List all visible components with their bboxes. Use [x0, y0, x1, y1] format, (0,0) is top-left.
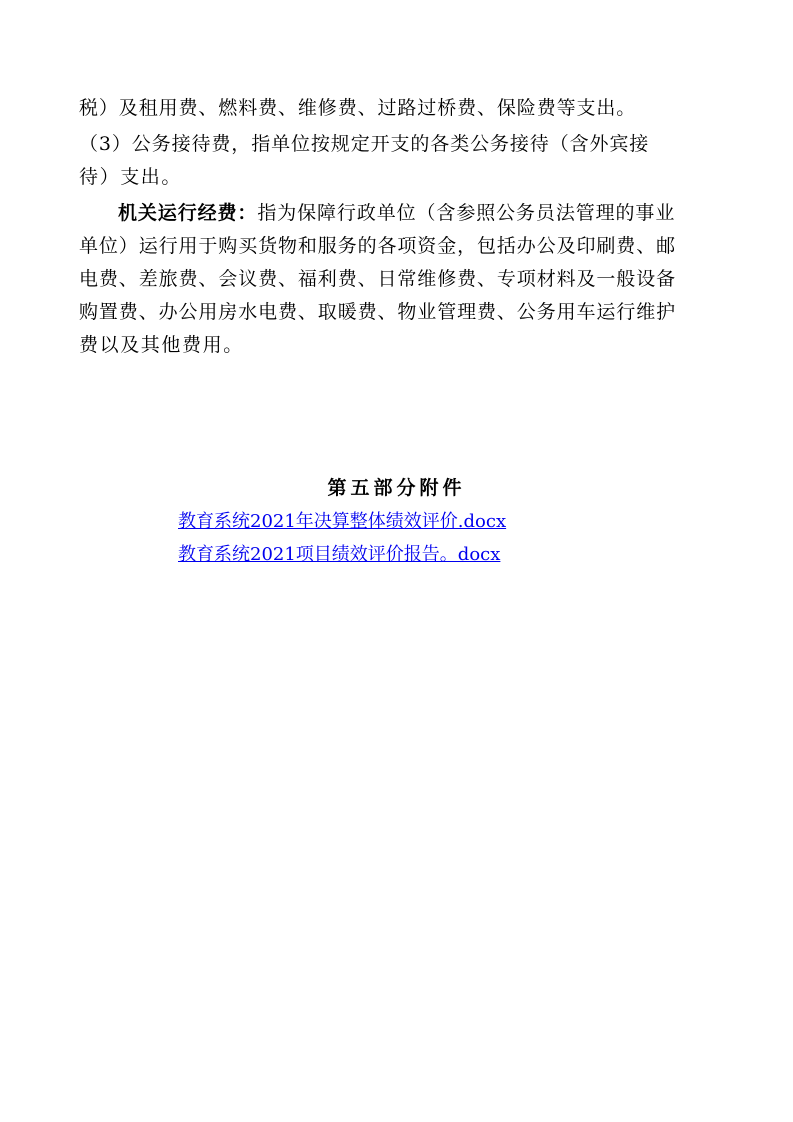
term-definition: 指为保障行政单位（含参照公务员法管理的事业: [257, 202, 676, 224]
paragraph-line: 税）及租用费、燃料费、维修费、过路过桥费、保险费等支出。: [79, 97, 637, 119]
paragraph-line: 电费、差旅费、会议费、福利费、日常维修费、专项材料及一般设备: [79, 268, 677, 290]
paragraph-line: [118, 197, 719, 230]
paragraph-line: （3）公务接待费，指单位按规定开支的各类公务接待（含外宾接: [79, 133, 650, 155]
attachment-link[interactable]: 教育系统2021年决算整体绩效评价.docx: [178, 511, 507, 532]
paragraph-line: 购置费、办公用房水电费、取暖费、物业管理费、公务用车运行维护: [79, 301, 677, 323]
paragraph-line: 待）支出。: [79, 166, 183, 188]
paragraph-line: 单位）运行用于购买货物和服务的各项资金，包括办公及印刷费、邮: [79, 235, 677, 257]
section-heading: 第五部分附件: [327, 477, 466, 499]
term-label: 机关运行经费：: [118, 202, 258, 224]
attachment-link[interactable]: 教育系统2021项目绩效评价报告。docx: [178, 544, 501, 565]
paragraph-line: 费以及其他费用。: [79, 334, 244, 356]
